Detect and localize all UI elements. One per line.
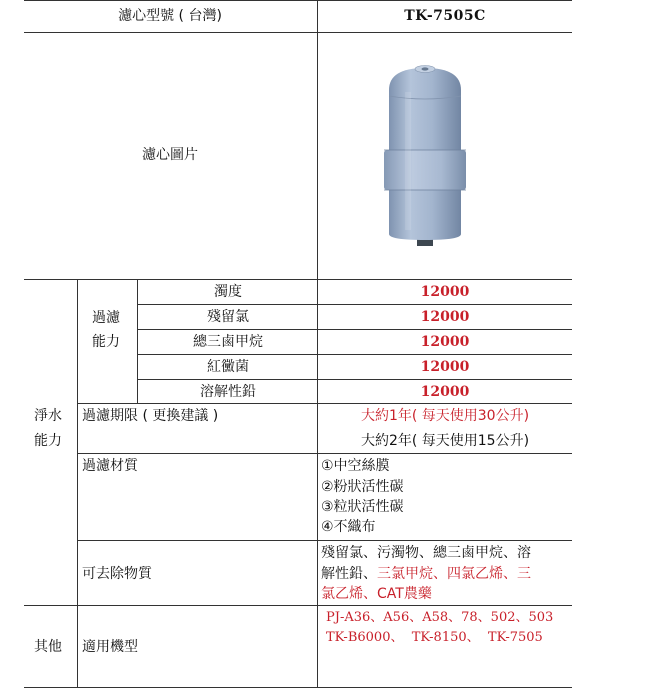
filter-material-item: ①中空絲膜 xyxy=(321,458,390,474)
applicable-models-line-1: PJ-A36、A56、A58、78、502、503 xyxy=(326,610,554,625)
purification-label-line2: 能力 xyxy=(34,433,62,449)
row-divider xyxy=(137,354,572,355)
row-divider xyxy=(77,453,572,454)
row-divider xyxy=(24,279,572,280)
row-divider xyxy=(77,403,572,404)
purification-label-line1: 淨水 xyxy=(34,408,62,424)
column-divider xyxy=(77,279,78,687)
table-border-top xyxy=(24,0,572,1)
filter-item-value: 12000 xyxy=(420,334,470,350)
filter-material-label: 過濾材質 xyxy=(82,458,138,474)
filter-item-value: 12000 xyxy=(420,384,470,400)
filter-period-value-1: 大約1年( 每天使用30公升) xyxy=(360,408,530,424)
filter-material-item: ②粉狀活性碳 xyxy=(321,479,404,495)
filter-ability-label-line2: 能力 xyxy=(92,334,120,350)
applicable-models-line-2: TK-B6000、 TK-8150、 TK-7505 xyxy=(326,630,543,645)
filter-item-value: 12000 xyxy=(420,284,470,300)
row-divider xyxy=(137,329,572,330)
filter-item-name: 總三鹵甲烷 xyxy=(193,334,263,350)
row-divider xyxy=(24,605,572,606)
column-divider xyxy=(317,0,318,687)
table-border-bottom xyxy=(24,687,572,688)
filter-item-name: 紅黴菌 xyxy=(207,359,249,375)
row-divider xyxy=(77,540,572,541)
filter-period-label: 過濾期限 ( 更換建議 ) xyxy=(82,408,219,424)
filter-item-value: 12000 xyxy=(420,359,470,375)
removable-line-2 xyxy=(321,566,531,582)
removable-line-2-black: 解性鉛、 xyxy=(321,566,377,582)
filter-item-name: 濁度 xyxy=(214,284,242,300)
filter-ability-label-line1: 過濾 xyxy=(92,310,120,326)
filter-period-value-2: 大約2年( 每天使用15公升) xyxy=(360,433,530,449)
other-label: 其他 xyxy=(34,639,62,655)
model-value: TK-7505C xyxy=(404,8,486,24)
applicable-models-label: 適用機型 xyxy=(82,639,138,655)
image-label: 濾心圖片 xyxy=(142,147,198,163)
row-divider xyxy=(137,304,572,305)
row-divider xyxy=(24,32,572,33)
filter-item-value: 12000 xyxy=(420,309,470,325)
filter-material-item: ③粒狀活性碳 xyxy=(321,499,404,515)
removable-line-2-red: 三氯甲烷、四氯乙烯、三 xyxy=(377,566,531,582)
filter-item-name: 溶解性鉛 xyxy=(200,384,256,400)
model-label: 濾心型號 ( 台灣) xyxy=(118,8,222,24)
row-divider xyxy=(137,379,572,380)
removable-label: 可去除物質 xyxy=(82,566,152,582)
filter-item-name: 殘留氯 xyxy=(207,309,249,325)
removable-line-1: 殘留氯、污濁物、總三鹵甲烷、溶 xyxy=(321,545,531,561)
column-divider xyxy=(137,279,138,403)
filter-material-item: ④不織布 xyxy=(321,519,376,535)
filter-cartridge-image xyxy=(375,62,475,252)
removable-line-3: 氯乙烯、CAT農藥 xyxy=(321,586,432,602)
